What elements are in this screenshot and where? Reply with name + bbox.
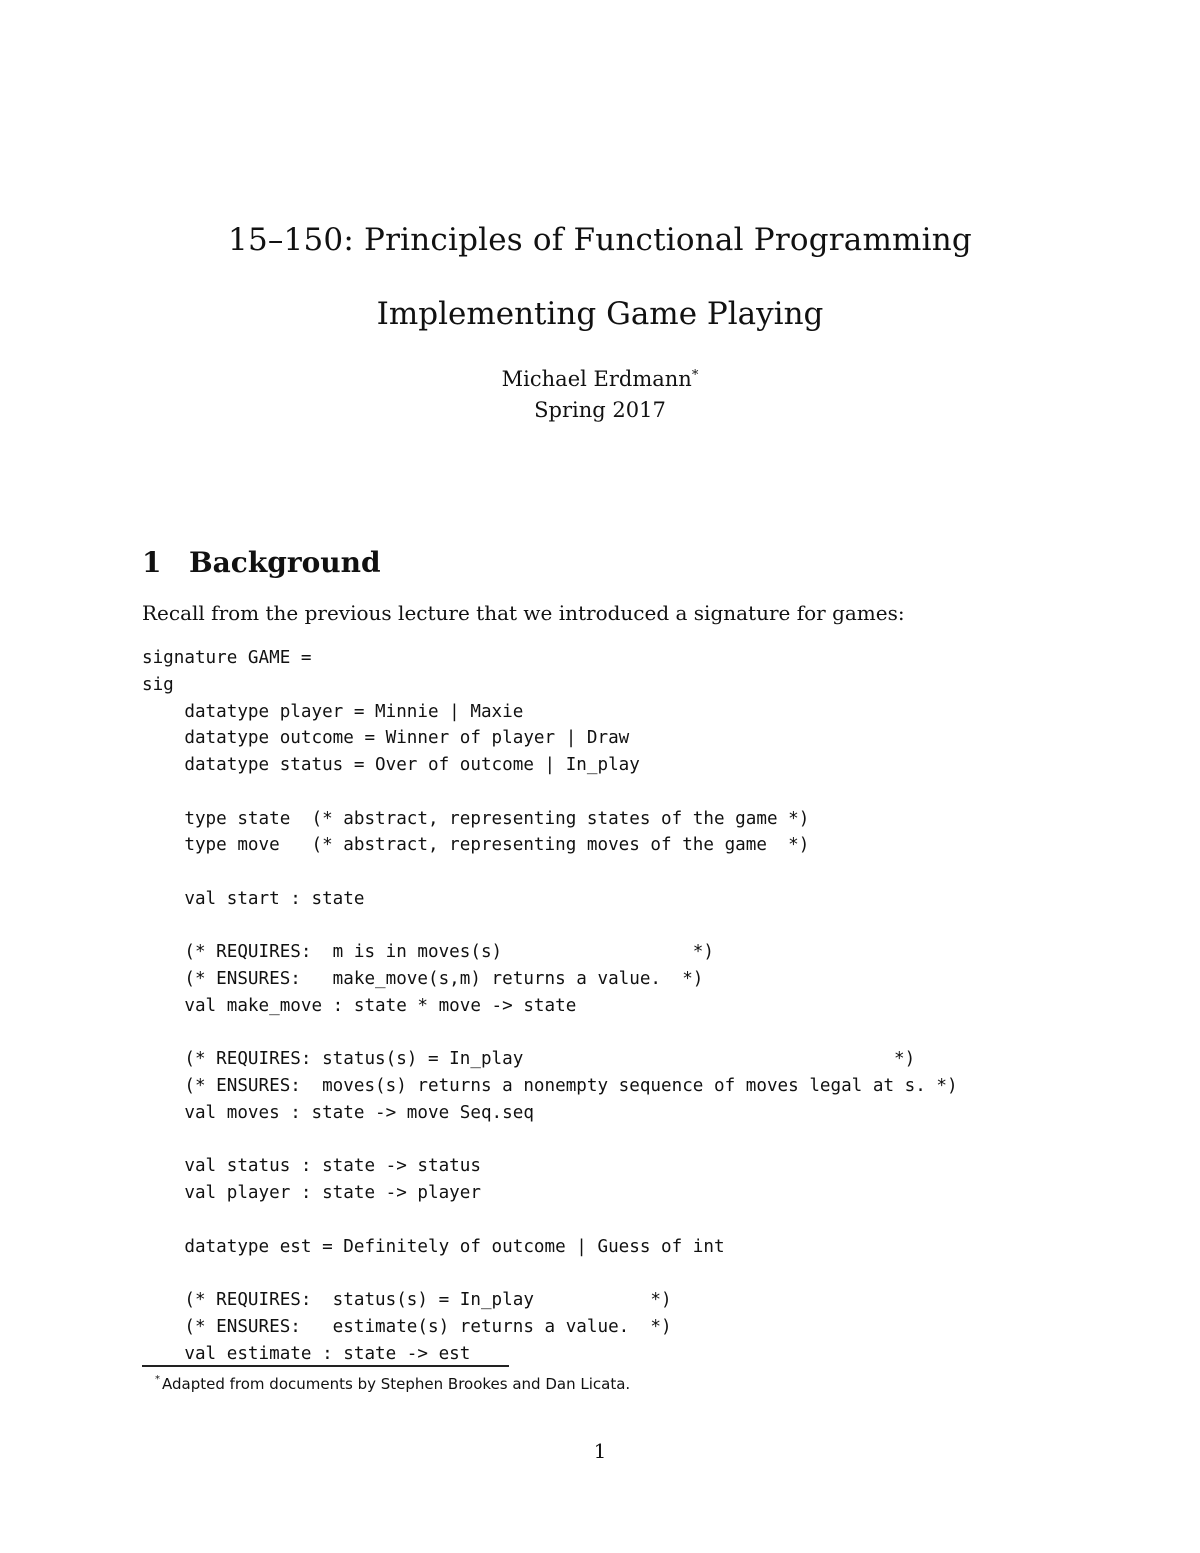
footnote-mark: * bbox=[155, 1374, 160, 1385]
code-line: (* REQUIRES: status(s) = In_play *) bbox=[142, 1290, 672, 1310]
course-title: 15–150: Principles of Functional Programming bbox=[228, 222, 972, 258]
footnote-divider bbox=[142, 1365, 509, 1367]
intro-paragraph: Recall from the previous lecture that we introduced a signature for games: bbox=[142, 601, 905, 625]
footnote-text: Adapted from documents by Stephen Brookes and Dan Licata. bbox=[162, 1375, 631, 1393]
code-line bbox=[142, 1020, 958, 1047]
code-line: (* REQUIRES: status(s) = In_play *) bbox=[142, 1049, 916, 1070]
footnote bbox=[155, 1373, 631, 1395]
code-line: type state (* abstract, representing states of the game *) bbox=[142, 808, 810, 829]
document-title: Implementing Game Playing bbox=[376, 296, 824, 332]
code-line bbox=[142, 779, 958, 806]
code-line: sig bbox=[142, 674, 174, 695]
section-number: 1 bbox=[142, 546, 162, 579]
code-line: val make_move : state * move -> state bbox=[142, 995, 577, 1016]
author-name: Michael Erdmann bbox=[501, 367, 692, 391]
term-line: Spring 2017 bbox=[534, 398, 666, 422]
code-line bbox=[142, 859, 958, 886]
code-line: val estimate : state -> est bbox=[142, 1343, 471, 1364]
code-line bbox=[142, 1127, 958, 1154]
code-line: (* REQUIRES: m is in moves(s) *) bbox=[142, 942, 714, 963]
page-number: 1 bbox=[593, 1439, 607, 1463]
author-line bbox=[0, 362, 1200, 393]
code-line: val status : state -> status bbox=[142, 1156, 481, 1177]
code-line: (* ENSURES: make_move(s,m) returns a value. *) bbox=[142, 969, 704, 989]
code-line bbox=[142, 913, 958, 940]
author-footnote-mark: * bbox=[691, 368, 699, 383]
code-line: datatype player = Minnie | Maxie bbox=[142, 701, 524, 722]
code-line: datatype outcome = Winner of player | Draw bbox=[142, 728, 630, 749]
code-line: type move (* abstract, representing moves of the game *) bbox=[142, 835, 810, 856]
code-listing bbox=[142, 645, 958, 1367]
section-title: Background bbox=[189, 546, 381, 579]
code-line bbox=[142, 1207, 958, 1234]
code-line: datatype est = Definitely of outcome | Guess of int bbox=[142, 1236, 725, 1257]
code-line: (* ENSURES: moves(s) returns a nonempty sequence of moves legal at s. *) bbox=[142, 1076, 958, 1096]
code-line bbox=[142, 1260, 958, 1287]
code-line: (* ENSURES: estimate(s) returns a value. *) bbox=[142, 1316, 672, 1337]
section-heading bbox=[142, 544, 381, 582]
code-line: signature GAME = bbox=[142, 648, 312, 668]
code-line: val start : state bbox=[142, 888, 365, 909]
code-line: datatype status = Over of outcome | In_play bbox=[142, 755, 640, 775]
code-line: val moves : state -> move Seq.seq bbox=[142, 1102, 534, 1123]
code-line: val player : state -> player bbox=[142, 1183, 481, 1203]
